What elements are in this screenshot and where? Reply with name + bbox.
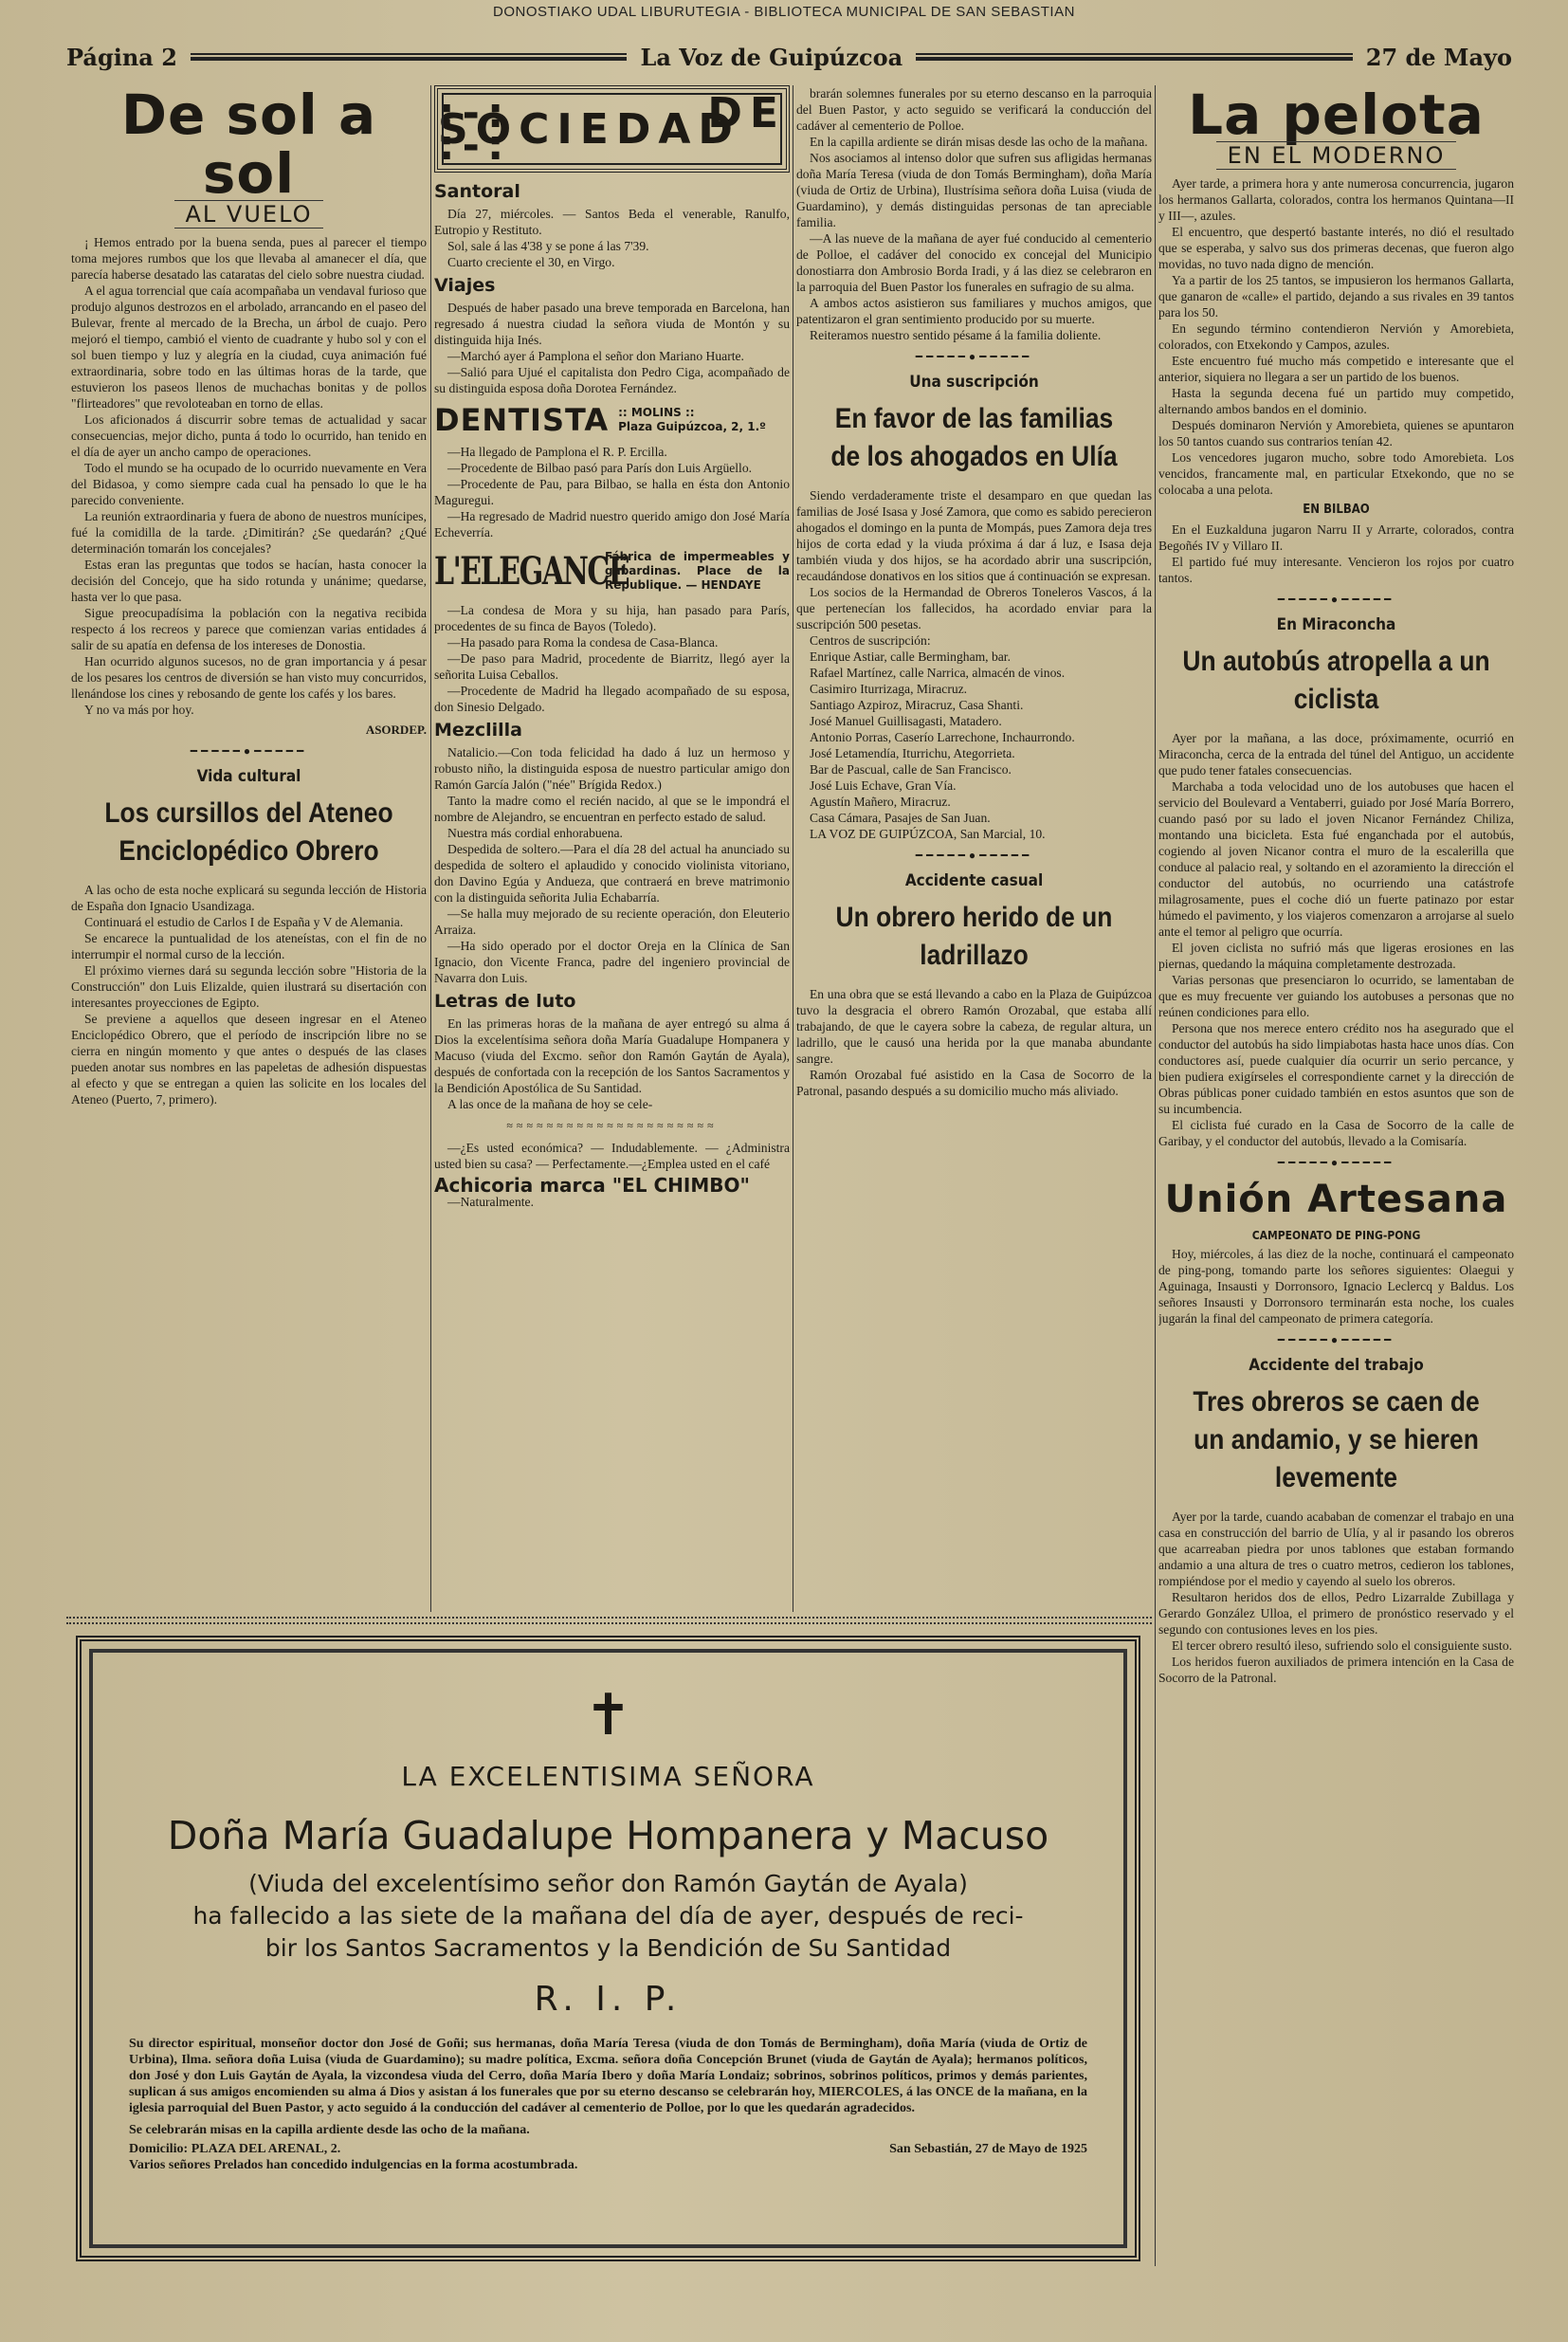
paragraph: Resultaron heridos dos de ellos, Pedro Lizarralde Zubillaga y Gerardo González Ulloa, el primero de pronóstico reservado y el segundo con contusiones leves en los pies. xyxy=(1158,1590,1514,1637)
column-3 xyxy=(796,85,1152,1602)
paragraph: El joven ciclista no sufrió más que ligeras erosiones en las piernas, quedando la máquina completamente destrozada. xyxy=(1158,941,1514,971)
paragraph: Natalicio.—Con toda felicidad ha dado á luz un hermoso y robusto niño, la distinguida esposa de nuestro particular amigo don Ramón García Jalón ("née" Brígida Redox.) xyxy=(434,745,790,792)
ad-dentista-brand: DENTISTA xyxy=(434,401,610,438)
article-body xyxy=(71,234,427,718)
column-1 xyxy=(71,85,427,1602)
paragraph: Se encarece la puntualidad de los ateneístas, con el fin de no interrumpir el normal curso de la lección. xyxy=(71,931,427,961)
paragraph: Marchaba a toda velocidad uno de los autobuses que hacen el servicio del Boulevard a Ventaberri, guiado por José María Borrero, cuando pasó por su lado el joven Nicanor Fernández Chiliza, montando una bicicleta. Esta fué enganchada por el autobús, cogiendo al joven Nicanor contra el muro de la escalerilla que conduce al palacio real, y soltando en el azoramiento la dirección el conductor del autobús, no ocurriendo una catástrofe milagrosamente, pues el coche dió un fuerte patinazo por estar húmedo el pavimento, y los viajeros comenzaron a arrojarse al suelo ante el temor al peligro que ocurría. xyxy=(1158,779,1514,939)
archive-header: DONOSTIAKO UDAL LIBURUTEGIA - BIBLIOTECA MUNICIPAL DE SAN SEBASTIAN xyxy=(493,4,1075,20)
paragraph: —Procedente de Madrid ha llegado acompañado de su esposa, don Sinesio Delgado. xyxy=(434,684,790,714)
paragraph: A las ocho de esta noche explicará su segunda lección de Historia de España don Ignacio Usandizaga. xyxy=(71,883,427,913)
article-body xyxy=(796,986,1152,1099)
issue-date: 27 de Mayo xyxy=(1365,43,1512,71)
ornament-divider: ━━━━━●━━━━━ xyxy=(1277,1333,1395,1346)
article-body xyxy=(434,206,790,270)
paragraph: José Manuel Guillisagasti, Matadero. xyxy=(810,714,1002,728)
ornament-divider: ━━━━━●━━━━━ xyxy=(1277,1156,1395,1169)
paragraph: Bar de Pascual, calle de San Francisco. xyxy=(810,762,1012,777)
ad-elegance-text: Fábrica de impermeables y gabardinas. Place de la Republique. — HENDAYE xyxy=(605,550,790,592)
paragraph: Antonio Porras, Caserío Larrechone, Inchaurrondo. xyxy=(810,730,1075,744)
obituary-footer-row xyxy=(129,2142,1087,2157)
paragraph: Persona que nos merece entero crédito nos ha asegurado que el conductor del autobús ha sido limpiabotas hasta hace unos días. Con conductores así, puede cualquier día ocurrir un serio percance, y bien pudiera exigírseles el correspondiente carnet y la dirección de Obras públicas poner cuidado también en estos asuntos que son de su incumbencia. xyxy=(1158,1021,1514,1116)
paragraph: —Ha sido operado por el doctor Oreja en la Clínica de San Ignacio, don Vicente Franca, padre del ingeniero provincial de Navarra don Luis. xyxy=(434,939,790,985)
headline-cursillos-ateneo: Los cursillos del Ateneo Enciclopédico Obrero xyxy=(104,797,393,867)
paragraph: —Ha regresado de Madrid nuestro querido amigo don José María Echeverría. xyxy=(434,509,790,540)
paragraph: Reiteramos nuestro sentido pésame á la familia doliente. xyxy=(810,328,1102,342)
paragraph: Estas eran las preguntas que todos se hacían, hasta conocer la decisión del Concejo, que ha sido rotunda y unánime; quedarse, hasta ver lo que pasa. xyxy=(71,558,427,604)
subhead-al-vuelo: AL VUELO xyxy=(71,207,427,223)
paragraph: Siendo verdaderamente triste el desamparo en que quedan las familias de José Isasa y José Zamora, que como es sabido perecieron ahogados el domingo en la punta de Mompás, pues Zamora deja tres hijos de corta edad y la viuda próxima á dar á luz, e Isasa deja también viuda y dos hijos, se ha acordado abrir una suscripción, recaudándose donativos en los sitios que á continuación se expresan. xyxy=(796,488,1152,583)
rubric-en-miraconcha: En Miraconcha xyxy=(1276,615,1396,634)
paragraph: Ayer tarde, a primera hora y ante numerosa concurrencia, jugaron los hermanos Gallarta, colorados, contra los hermanos Quintana—II y III—, azules. xyxy=(1158,176,1514,223)
paragraph: Enrique Astiar, calle Bermingham, bar. xyxy=(810,650,1011,664)
column-divider xyxy=(1155,85,1156,2266)
ad-dentista xyxy=(434,401,790,438)
signature: ASORDEP. xyxy=(365,723,427,737)
ad-elegance-brand: L'ELEGANCE xyxy=(434,549,629,594)
paragraph: A el agua torrencial que caía acompañaba un vendaval furioso que produjo algunos destrozos en el arbolado, arrancando en el paseo del Bulevar, frente al mercado de la Brecha, un árbol de cuajo. Pero mejoró el tiempo, cambió el viento de cuadrante y hubo sol y con el sol buen tiempo y luz y alegría en la ciudad, cuya animación fué extraordinaria, sobre todo en las últimas horas de la tarde, que estuvieron los paseos llenos de muchachas bonitas y de pollos "flirteadores" que revoloteaban en torno de ellas. xyxy=(71,284,427,411)
paragraph: Sol, sale á las 4'38 y se pone á las 7'39. xyxy=(447,239,649,253)
paragraph: En el Euzkalduna jugaron Narru II y Arrarte, colorados, contra Begoñés IV y Villaro II. xyxy=(1158,522,1514,553)
section-santoral: Santoral xyxy=(434,181,520,202)
paragraph: Los aficionados á discurrir sobre temas de actualidad y sacar consecuencias, mejor dicho, punta á todo lo ocurrido, han tenido en el día de ayer un ancho campo de operaciones. xyxy=(71,412,427,459)
headline-obrero-herido: Un obrero herido de un ladrillazo xyxy=(835,902,1113,971)
paragraph: Y no va más por hoy. xyxy=(84,703,194,717)
newspaper-title: La Voz de Guipúzcoa xyxy=(640,43,903,71)
paragraph: —La condesa de Mora y su hija, han pasado para París, procedentes de su finca de Bayos (Toledo). xyxy=(434,603,790,633)
section-mezclilla: Mezclilla xyxy=(434,720,522,741)
column-divider xyxy=(430,85,431,1612)
paragraph: A las once de la mañana de hoy se cele- xyxy=(447,1097,653,1111)
article-body xyxy=(1158,175,1514,498)
ad-chimbo-brand: Achicoria marca "EL CHIMBO" xyxy=(434,1174,750,1197)
article-body xyxy=(434,602,790,715)
article-body xyxy=(434,744,790,986)
obituary-name: Doña María Guadalupe Hompanera y Macuso xyxy=(167,1813,1049,1858)
ornament-divider: ━━━━━●━━━━━ xyxy=(915,849,1033,862)
paragraph: Centros de suscripción: xyxy=(810,633,931,648)
obituary-notice xyxy=(76,1636,1140,2261)
article-body xyxy=(434,1015,790,1112)
subsection-en-bilbao: EN BILBAO xyxy=(1303,503,1370,517)
subhead-en-el-moderno: EN EL MODERNO xyxy=(1158,148,1514,164)
ornament-divider: ━━━━━●━━━━━ xyxy=(190,744,308,758)
rubric-una-suscripcion: Una suscripción xyxy=(909,373,1039,392)
ad-chimbo-text: —¿Es usted económica? — Indudablemente. — ¿Administra usted bien su casa? — Perfectamente.—¿Emplea usted en el café xyxy=(434,1141,790,1171)
article-body xyxy=(1158,521,1514,586)
section-divider-band xyxy=(66,1617,1152,1624)
paragraph: Los vencedores jugaron mucho, sobre todo Amorebieta. Los vencidos, francamente mal, en particular Etxekondo, que no se colocaba a una pelota. xyxy=(1158,450,1514,497)
paragraph: Todo el mundo se ha ocupado de lo ocurrido nuevamente en Vera del Bidasoa, y como siempre cada cual ha pensado lo que le ha parecido conveniente. xyxy=(71,461,427,507)
paragraph: Nos asociamos al intenso dolor que sufren sus afligidas hermanas doña María Teresa (viuda de don Tomás Bermingham), doña María (viuda de Ortiz de Urbina), Ilustrísima señora doña Luisa (viuda de Guardamino), y demás distinguidas personas de tan apreciable familia. xyxy=(796,151,1152,229)
paragraph: Los socios de la Hermandad de Obreros Toneleros Vascos, á la que pertenecían los fallecidos, ha acordado enviar para la suscripción 500 pesetas. xyxy=(796,585,1152,631)
paragraph: Casa Cámara, Pasajes de San Juan. xyxy=(810,811,991,825)
obituary-line-3: ha fallecido a las siete de la mañana del día de ayer, después de reci- xyxy=(192,1902,1024,1930)
paragraph: —De paso para Madrid, procedente de Biarritz, llegó ayer la señorita Luisa Ceballos. xyxy=(434,651,790,682)
column-4 xyxy=(1158,85,1514,2266)
paragraph: En una obra que se está llevando a cabo en la Plaza de Guipúzcoa tuvo la desgracia el obrero Ramón Orozabal, que estaba allí trabajando, de que le cayera sobre la cabeza, de regular altura, un ladrillo, que le causó una herida por la que manaba abundante sangre. xyxy=(796,987,1152,1066)
paragraph: —Procedente de Bilbao pasó para París don Luis Argüello. xyxy=(447,461,753,475)
headline-familias-ahogados: En favor de las familias de los ahogados en Ulía xyxy=(830,403,1118,472)
paragraph: José Luis Echave, Gran Vía. xyxy=(810,778,957,793)
rubric-vida-cultural: Vida cultural xyxy=(196,767,301,786)
masthead-rule xyxy=(191,53,628,61)
page-number: Página 2 xyxy=(66,43,177,71)
paragraph: Ya a partir de los 25 tantos, se impusieron los hermanos Gallarta, que ganaron de «calle» el partido, dejando a sus rivales en 39 tantos para los 50. xyxy=(1158,273,1514,320)
paragraph: Rafael Martínez, calle Narrica, almacén de vinos. xyxy=(810,666,1066,680)
article-body xyxy=(434,444,790,540)
cross-icon: ✝ xyxy=(584,1684,632,1747)
paragraph: Han ocurrido algunos sucesos, no de gran importancia y á pesar de los pesares los centros de diversión se han visto muy concurridos, llenándose los cines y rebosando de gente los cafés y los bares. xyxy=(71,654,427,701)
paragraph: Hasta la segunda decena fué un partido muy competido, alternando ambos bandos en el dominio. xyxy=(1158,386,1514,416)
paragraph: El encuentro, que despertó bastante interés, no dió el resultado que se esperaba, y salvo sus dos primeras decenas, que fueron algo movidas, no tuvo nada digno de mención. xyxy=(1158,225,1514,271)
paragraph: El próximo viernes dará su segunda lección sobre "Historia de la Construcción" don Luis Elizalde, quien ilustrará su disertación con interesantes proyecciones de Egipto. xyxy=(71,963,427,1010)
paragraph: —Ha llegado de Pamplona el R. P. Ercilla. xyxy=(447,445,667,459)
paragraph: —Salió para Ujué el capitalista don Pedro Ciga, acompañado de su distinguida esposa doña Dorotea Fernández. xyxy=(434,365,790,395)
article-body xyxy=(434,300,790,396)
paragraph: Casimiro Iturrizaga, Miracruz. xyxy=(810,682,968,696)
paragraph: El tercer obrero resultó ileso, sufriendo solo el consiguiente susto. xyxy=(1172,1638,1513,1653)
article-body xyxy=(1158,1246,1514,1327)
masthead xyxy=(66,38,1512,76)
paragraph: Este encuentro fué mucho más competido e interesante que el anterior, siquiera no llegara a ser un partido de los buenos. xyxy=(1158,354,1514,384)
obituary-rip: R. I. P. xyxy=(534,1980,683,2019)
obituary-body: Su director espiritual, monseñor doctor don José de Goñi; sus hermanas, doña María Teresa (viuda de don Tomás de Bermingham), doña María (viuda de Ortiz de Urbina), Ilma. señora doña Luisa (viuda de Guardamino); su madre política, Excma. señora doña Concepción Brunet (viuda de Gaytán de Ayala); hermanos políticos, don José y don Luis Gaytán de Ayala, la vizcondesa viuda del Cerro, doña María Ibero y doña María Londaiz; sobrinos, sobrinos políticos, primos y demás parientes, suplican á sus amigos encomienden su alma á Dios y asistan á los funerales que por su eterno descanso se celebrarán hoy, MIERCOLES, á las ONCE de la mañana, en la iglesia parroquial del Buen Pastor, y acto seguido á la conducción del cadáver al cementerio de Polloe, por lo que les quedarán agradecidos. xyxy=(129,2037,1087,2115)
paragraph: brarán solemnes funerales por su eterno descanso en la parroquia del Buen Pastor, y acto seguido se verificará la conducción del cadáver al cementerio de Polloe. xyxy=(796,86,1152,133)
paragraph: Sigue preocupadísima la población con la negativa recibida respecto á los recreos y parece que comienzan varias entidades á salir de su apatía en defensa de los intereses de Donostia. xyxy=(71,606,427,652)
paragraph: José Letamendía, Iturrichu, Ategorrieta. xyxy=(810,746,1015,760)
paragraph: En las primeras horas de la mañana de ayer entregó su alma á Dios la excelentísima señora doña María Guadalupe Hompanera y Macuso (viuda del Excmo. señor don Ramón Gaytán de Ayala), después de confortada con la recepción de los Santos Sacramentos y la Bendición Apostólica de Su Santidad. xyxy=(434,1016,790,1095)
paragraph: —A las nueve de la mañana de ayer fué conducido al cementerio de Polloe, el cadáver del conocido ex concejal del Municipio donostiarra don Ambrosio Borda Iradi, y á las diez se celebraron en la parroquia del Buen Pastor los funerales en sufragio de su alma. xyxy=(796,231,1152,294)
paragraph: En segundo término contendieron Nervión y Amorebieta, colorados, con Etxekondo y Campos, azules. xyxy=(1158,321,1514,352)
paragraph: —Se halla muy mejorado de su reciente operación, don Eleuterio Arraiza. xyxy=(434,906,790,937)
article-body xyxy=(796,487,1152,842)
paragraph: El ciclista fué curado en la Casa de Socorro de la calle de Garibay, y el conductor del autobús, llevado a la Comisaría. xyxy=(1158,1118,1514,1148)
article-body xyxy=(796,85,1152,343)
ad-elegance xyxy=(434,550,790,593)
ornament-divider: ━━━━━●━━━━━ xyxy=(915,350,1033,363)
ad-chimbo-end: —Naturalmente. xyxy=(447,1195,534,1209)
subsection-ping-pong: CAMPEONATO DE PING-PONG xyxy=(1251,1229,1421,1242)
ornament-divider: ━━━━━●━━━━━ xyxy=(1277,593,1395,606)
ad-dentista-address: :: MOLINS :: Plaza Guipúzcoa, 2, 1.º xyxy=(618,406,766,433)
obituary-place-date: San Sebastián, 27 de Mayo de 1925 xyxy=(889,2142,1087,2156)
column-2 xyxy=(434,85,790,1602)
headline-la-pelota: La pelota xyxy=(1188,85,1485,147)
obituary-line-2: (Viuda del excelentísimo señor don Ramón Gaytán de Ayala) xyxy=(248,1870,968,1897)
paragraph: LA VOZ DE GUIPÚZCOA, San Marcial, 10. xyxy=(810,827,1046,841)
obituary-misas: Se celebrarán misas en la capilla ardiente desde las ocho de la mañana. xyxy=(129,2123,530,2137)
paragraph: Cuarto creciente el 30, en Virgo. xyxy=(447,255,615,269)
paragraph: Santiago Azpiroz, Miracruz, Casa Shanti. xyxy=(810,698,1024,712)
paragraph: Tanto la madre como el recién nacido, al que se le impondrá el nombre de Alejandro, se encuentran en perfecto estado de salud. xyxy=(434,794,790,824)
headline-autobus-ciclista: Un autobús atropella a un ciclista xyxy=(1182,646,1490,715)
banner-de-sociedad: :-: DE SOCIEDAD :-: xyxy=(434,85,790,173)
paragraph: La reunión extraordinaria y fuera de abono de nuestros munícipes, fué la comidilla de la tarde. ¿Dimitirán? ¿Se quedarán? ¿Qué determinación tomarán los concejales? xyxy=(71,509,427,556)
obituary-line-1: LA EXCELENTISIMA SEÑORA xyxy=(401,1761,815,1792)
paragraph: Agustín Mañero, Miracruz. xyxy=(810,795,951,809)
rubric-accidente-casual: Accidente casual xyxy=(904,871,1044,890)
paragraph: Ramón Orozabal fué asistido en la Casa de Socorro de la Patronal, pasando después a su domicilio mucho más aliviado. xyxy=(796,1068,1152,1098)
paragraph: A ambos actos asistieron sus familiares y muchos amigos, que patentizaron el gran sentimiento producido por su muerte. xyxy=(796,296,1152,326)
obituary-indulgencias: Varios señores Prelados han concedido indulgencias en la forma acostumbrada. xyxy=(129,2158,578,2172)
paragraph: ¡ Hemos entrado por la buena senda, pues al parecer el tiempo toma mejores rumbos que los que llevaba al amanecer el día, que parecía haberse desatado las cataratas del cielo sobre nuestra ciudad. xyxy=(71,235,427,282)
headline-union-artesana: Unión Artesana xyxy=(1164,1178,1508,1221)
paragraph: Después de haber pasado una breve temporada en Barcelona, han regresado á nuestra ciudad la señora viuda de Montón y su distinguida hija Inés. xyxy=(434,301,790,347)
paragraph: Los heridos fueron auxiliados de primera intención en la Casa de Socorro de la Patronal. xyxy=(1158,1655,1514,1685)
headline-tres-obreros: Tres obreros se caen de un andamio, y se hieren levemente xyxy=(1193,1386,1480,1493)
paragraph: Se previene a aquellos que deseen ingresar en el Ateneo Enciclopédico Obrero, que el período de inscripción libre no se cierra en ningún momento y que antes o después de las clases pueden anotar sus nombres en las papeletas de adhesión dispuestas al efecto y que se entregan a quien las solicite en los locales del Ateneo (Puerto, 7, primero). xyxy=(71,1012,427,1107)
paragraph: En la capilla ardiente se dirán misas desde las ocho de la mañana. xyxy=(810,135,1148,149)
paragraph: Varias personas que presenciaron lo ocurrido, se lamentaban de que es muy frecuente ver guiando los autobuses a personas que no reúnen condiciones para ello. xyxy=(1158,973,1514,1019)
paragraph: Nuestra más cordial enhorabuena. xyxy=(447,826,623,840)
paragraph: Después dominaron Nervión y Amorebieta, quienes se apuntaron los 50 tantos cuando sus contrarios tenían 42. xyxy=(1158,418,1514,448)
rubric-accidente-del-trabajo: Accidente del trabajo xyxy=(1249,1356,1424,1375)
ornament-divider: ≈≈≈≈≈≈≈≈≈≈≈≈≈≈≈≈≈≈≈≈≈ xyxy=(506,1119,718,1132)
article-body xyxy=(1158,1509,1514,1686)
headline-de-sol-a-sol: De sol a sol xyxy=(120,85,377,206)
section-letras-de-luto: Letras de luto xyxy=(434,991,576,1012)
paragraph: —Ha pasado para Roma la condesa de Casa-Blanca. xyxy=(447,635,719,650)
masthead-rule xyxy=(916,53,1353,61)
obituary-domicilio: Domicilio: PLAZA DEL ARENAL, 2. xyxy=(129,2142,341,2156)
paragraph: Continuará el estudio de Carlos I de España y V de Alemania. xyxy=(84,915,404,929)
paragraph: Ayer por la tarde, cuando acababan de comenzar el trabajo en una casa en construcción del barrio de Ulía, y al ir pasando los obreros que acarreaban piedra por unos tablones que estaban formando andamio a una altura de tres o cuatro metros, cedieron los tablones, rompiéndose por el medio y cayendo al suelo los obreros. xyxy=(1158,1509,1514,1588)
paragraph: —Procedente de Pau, para Bilbao, se halla en ésta don Antonio Maguregui. xyxy=(434,477,790,507)
paragraph: Despedida de soltero.—Para el día 28 del actual ha anunciado su despedida de soltero el aplaudido y conocido violinista vitoriano, don Davino Egúa y Andueza, que contraerá en breve matrimonio con la distinguida señorita Julia Echabarría. xyxy=(434,842,790,905)
obituary-line-4: bir los Santos Sacramentos y la Bendición de Su Santidad xyxy=(264,1934,952,1962)
paragraph: —Marchó ayer á Pamplona el señor don Mariano Huarte. xyxy=(447,349,744,363)
article-body xyxy=(71,882,427,1107)
paragraph: Ayer por la mañana, a las doce, próximamente, ocurrió en Miraconcha, cerca de la entrada del túnel del Antiguo, un accidente que pudo tener fatales consecuencias. xyxy=(1158,731,1514,778)
paragraph: Día 27, miércoles. — Santos Beda el venerable, Ranulfo, Eutropio y Restituto. xyxy=(434,207,790,237)
article-body xyxy=(1158,730,1514,1149)
section-viajes: Viajes xyxy=(434,275,496,296)
paragraph: El partido fué muy interesante. Vencieron los rojos por cuatro tantos. xyxy=(1158,555,1514,585)
paragraph: Hoy, miércoles, á las diez de la noche, continuará el campeonato de ping-pong, tomando parte los señores siguientes: Olaegui y Aguinaga, Insausti y Dorronsoro, Ignacio Leclercq y Baldus. Los señores Insausti y Dorronsoro terminarán esta noche, los cuales jugarán la final del campeonato de primera categoría. xyxy=(1158,1247,1514,1326)
